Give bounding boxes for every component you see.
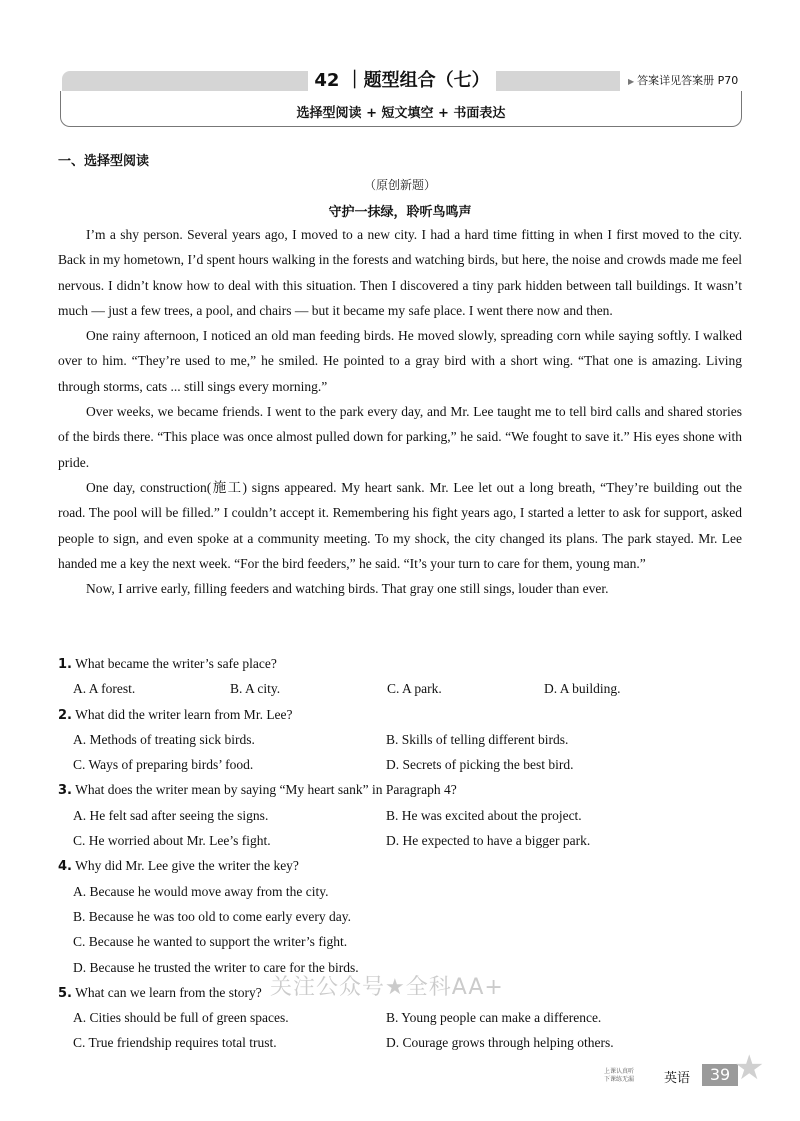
header-bar-left <box>62 71 308 91</box>
option-grid <box>58 1005 742 1056</box>
footer-slogan <box>604 1068 634 1084</box>
option-c[interactable]: C. A park. <box>387 681 442 697</box>
option-a[interactable]: A. Cities should be full of green spaces. <box>73 1010 289 1026</box>
option-c[interactable]: C. Because he wanted to support the writer’s fight. <box>73 934 348 950</box>
option-b[interactable]: B. A city. <box>230 681 281 697</box>
question-3 <box>58 777 742 853</box>
option-c[interactable]: C. True friendship requires total trust. <box>73 1035 277 1051</box>
question-stem <box>58 853 742 878</box>
paragraph: I’m a shy person. Several years ago, I moved to a new city. I had a hard time fitting in when I first moved to the city. Back in my hometown, I’d spent hours walking in the forests and watching birds, but here, the noise and crowds made me feel nervous. I didn’t know how to deal with this situation. Then I discovered a tiny park hidden between tall buildings. It wasn’t much — just a few trees, a pool, and chairs — but it became my safe place. I went there now and then. <box>58 227 742 318</box>
option-d[interactable]: D. A building. <box>544 681 621 697</box>
option-b[interactable]: B. Young people can make a difference. <box>386 1010 602 1026</box>
question-4 <box>58 853 742 979</box>
option-d[interactable]: D. Courage grows through helping others. <box>386 1035 614 1051</box>
star-mascot-icon: ★ <box>734 1050 765 1087</box>
option-d[interactable]: D. Secrets of picking the best bird. <box>386 757 574 773</box>
question-stem <box>58 702 742 727</box>
question-1 <box>58 651 742 702</box>
question-text: What can we learn from the story? <box>75 984 262 1000</box>
question-text: What became the writer’s safe place? <box>75 656 277 671</box>
option-a[interactable]: A. A forest. <box>73 681 136 697</box>
section-title: 一、选择型阅读 <box>58 154 150 169</box>
question-text: What does the writer mean by saying “My heart sank” in Paragraph 4? <box>75 782 457 798</box>
option-grid <box>58 727 742 778</box>
footer-slogan-line: 上课认真听 <box>604 1068 635 1075</box>
passage-source: （原创新题） <box>363 178 436 192</box>
page-subtitle: 选择型阅读 + 短文填空 + 书面表达 <box>296 106 506 121</box>
page-number: 39 <box>702 1064 738 1086</box>
question-text: What did the writer learn from Mr. Lee? <box>75 706 293 722</box>
paragraph: One rainy afternoon, I noticed an old man feeding birds. He moved slowly, spreading corn while saying softly. I walked over to him. “They’re used to me,” he smiled. He pointed to a gray bird with a short wing. “That one is amazing. Living through storms, cats ... still sings every morning.” <box>58 328 742 394</box>
question-number: 3. <box>58 783 72 799</box>
question-number: 1. <box>58 657 72 672</box>
question-number: 5. <box>58 985 72 1001</box>
option-c[interactable]: C. Ways of preparing birds’ food. <box>73 757 254 773</box>
watermark: 关注公众号★全科AA+ <box>270 975 504 1000</box>
question-stem <box>58 777 742 802</box>
option-column <box>58 879 742 980</box>
option-row <box>58 676 742 701</box>
question-number: 2. <box>58 707 72 723</box>
answer-reference-text: 答案详见答案册 P70 <box>637 74 739 87</box>
paragraph: Now, I arrive early, filling feeders and watching birds. That gray one still sings, louder than ever. <box>86 581 609 597</box>
option-d[interactable]: D. He expected to have a bigger park. <box>386 833 591 849</box>
option-b[interactable]: B. He was excited about the project. <box>386 807 582 823</box>
paragraph: Over weeks, we became friends. I went to the park every day, and Mr. Lee taught me to tell bird calls and shared stories of the birds there. “This place was once almost pulled down for parking,” he said. “We fought to save it.” His eyes shone with pride. <box>58 404 742 470</box>
paragraph: One day, construction(施工) signs appeared. My heart sank. Mr. Lee let out a long breath, “They’re building out the road. The pool will be filled.” I couldn’t accept it. Remembering his fight years ago, I started a letter to ask for support, asked people to sign, and even spoke at a community meeting. To my shock, the city changed its plans. The park stayed. Mr. Lee handed me a key the next week. “For the bird feeders,” he said. “It’s your turn to care for them, young man.” <box>58 479 742 571</box>
page-title: 42 ｜题型组合（七） <box>314 70 490 91</box>
option-a[interactable]: A. He felt sad after seeing the signs. <box>73 807 269 823</box>
footer-slogan-line: 下课练无漏 <box>604 1076 635 1083</box>
option-b[interactable]: B. Because he was too old to come early every day. <box>73 908 352 924</box>
option-c[interactable]: C. He worried about Mr. Lee’s fight. <box>73 833 271 849</box>
question-stem <box>58 651 742 676</box>
reading-passage <box>58 222 742 601</box>
footer-subject: 英语 <box>664 1071 691 1086</box>
question-text: Why did Mr. Lee give the writer the key? <box>75 858 299 874</box>
triangle-icon: ▶ <box>628 77 635 86</box>
option-b[interactable]: B. Skills of telling different birds. <box>386 731 569 747</box>
option-grid <box>58 803 742 854</box>
option-a[interactable]: A. Methods of treating sick birds. <box>73 731 255 747</box>
option-d[interactable]: D. Because he trusted the writer to care for the birds. <box>73 959 359 975</box>
header-bar-right <box>496 71 620 91</box>
passage-title: 守护一抹绿，聆听鸟鸣声 <box>328 205 472 220</box>
question-number: 4. <box>58 859 72 875</box>
question-2 <box>58 702 742 778</box>
option-a[interactable]: A. Because he would move away from the city. <box>73 883 329 899</box>
answer-reference <box>620 71 742 91</box>
